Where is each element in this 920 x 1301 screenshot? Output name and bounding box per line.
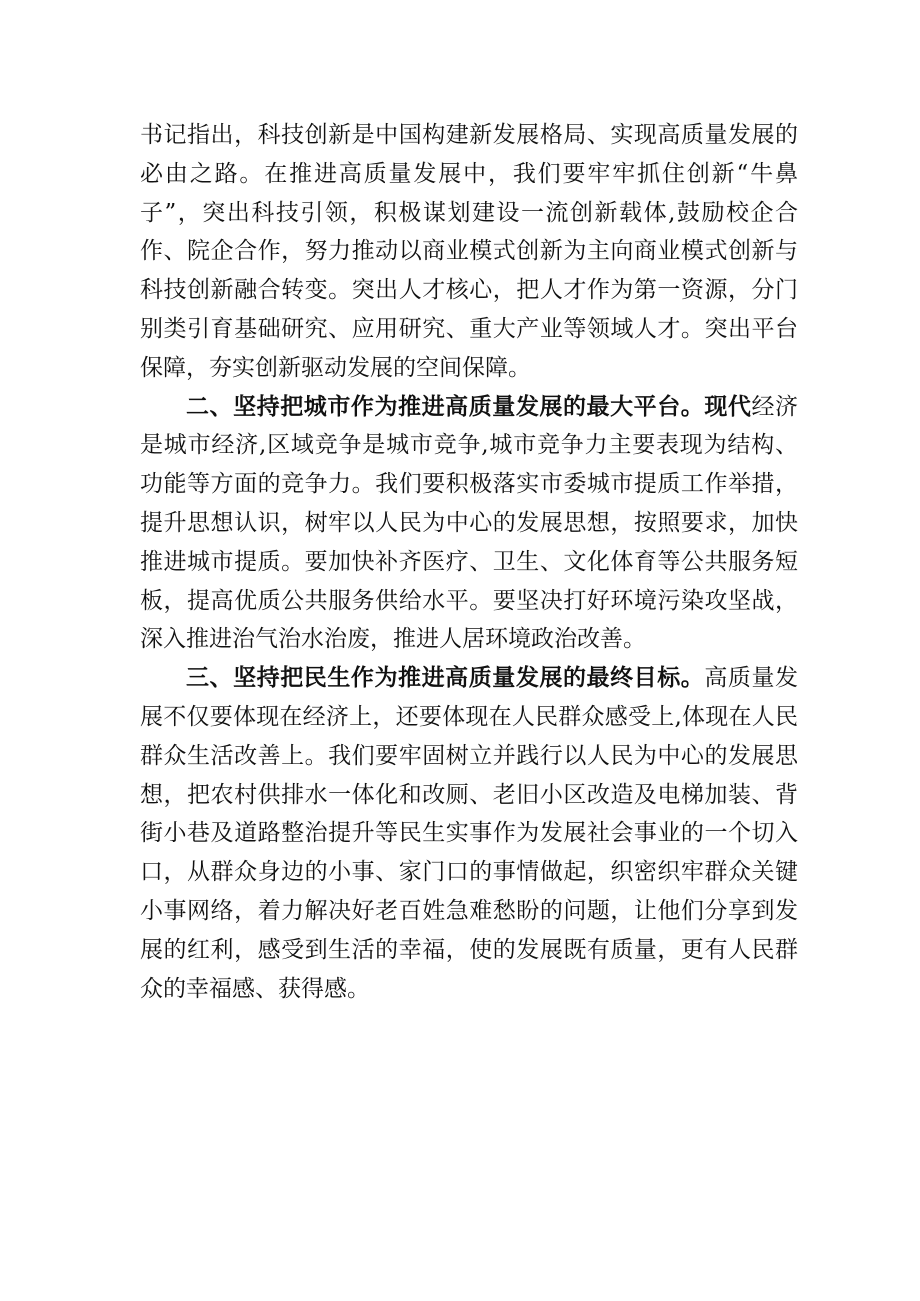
- paragraph-text: 高质量发展不仅要体现在经济上，还要体现在人民群众感受上,体现在人民群众生活改善上。我们要牢固树立并践行以人民为中心的发展思想，把农村供排水一体化和改厕、老旧小区改造及电梯加装、背街小巷及道路整治提升等民生实事作为发展社会事业的一个切入口，从群众身边的小事、家门口的事情做起，织密织牢群众关键小事网络，着力解决好老百姓急难愁盼的问题，让他们分享到发展的红利，感受到生活的幸福，使的发展既有质量，更有人民群众的幸福感、获得感。: [140, 665, 799, 1002]
- paragraph-city: [140, 388, 798, 660]
- paragraph-heading: 三、坚持把民生作为推进高质量发展的最终目标。: [186, 665, 705, 692]
- document-body: [140, 116, 798, 1008]
- paragraph-text: 经济是城市经济,区域竞争是城市竞争,城市竞争力主要表现为结构、功能等方面的竞争力。我们要积极落实市委城市提质工作举措，提升思想认识，树牢以人民为中心的发展思想，按照要求，加快推进城市提质。要加快补齐医疗、卫生、文化体育等公共服务短板，提高优质公共服务供给水平。要坚决打好环境污染攻坚战，深入推进治气治水治废，推进人居环境政治改善。: [140, 393, 799, 653]
- paragraph-innovation: [140, 116, 798, 388]
- paragraph-livelihood: [140, 659, 798, 1008]
- paragraph-text: 书记指出，科技创新是中国构建新发展格局、实现高质量发展的必由之路。在推进高质量发展中，我们要牢牢抓住创新“牛鼻子”，突出科技引领，积极谋划建设一流创新载体,鼓励校企合作、院企合作，努力推动以商业模式创新为主向商业模式创新与科技创新融合转变。突出人才核心，把人才作为第一资源，分门别类引育基础研究、应用研究、重大产业等领域人才。突出平台保障，夯实创新驱动发展的空间保障。: [140, 122, 798, 381]
- paragraph-heading: 二、坚持把城市作为推进高质量发展的最大平台。现代: [186, 393, 752, 420]
